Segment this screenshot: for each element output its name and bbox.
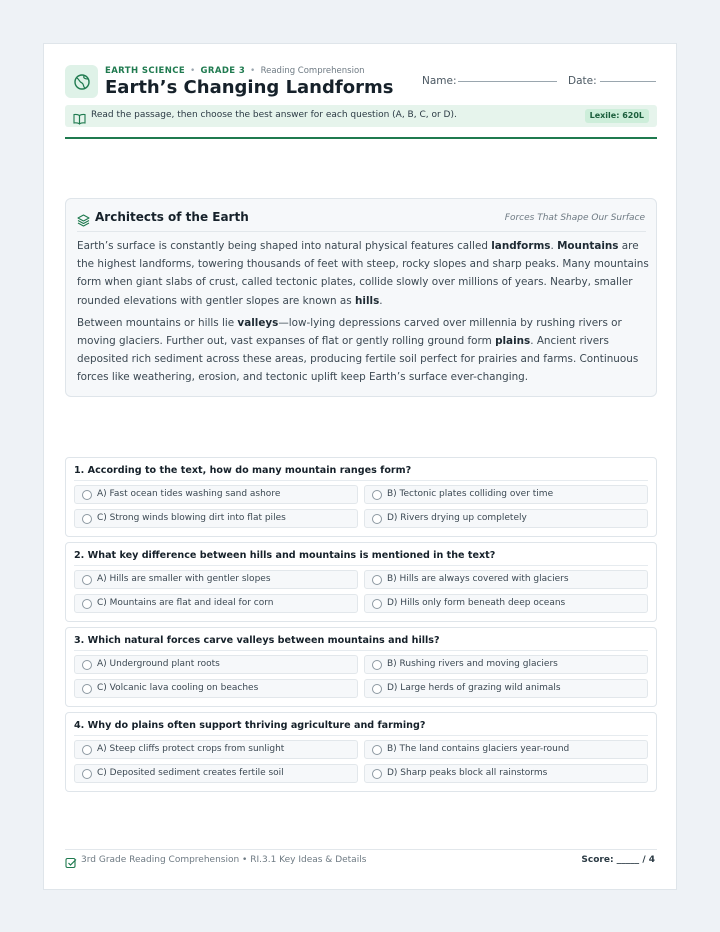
option-label: A) Underground plant roots — [97, 659, 220, 669]
lexile-badge: Lexile: 620L — [585, 109, 649, 123]
radio-button[interactable] — [82, 660, 92, 670]
option-label: A) Steep cliffs protect crops from sunlight — [97, 744, 285, 754]
option-label: D) Large herds of grazing wild animals — [387, 683, 561, 693]
option-label: C) Deposited sediment creates fertile soil — [97, 768, 284, 778]
question-stem: 1. According to the text, how do many mountain ranges form? — [74, 465, 412, 476]
question-card-4 — [65, 712, 657, 792]
globe-icon — [65, 65, 98, 98]
option-label: D) Rivers drying up completely — [387, 513, 527, 523]
radio-button[interactable] — [372, 769, 382, 779]
answer-option-2d[interactable] — [364, 594, 648, 613]
date-field[interactable] — [600, 81, 656, 82]
option-label: C) Strong winds blowing dirt into flat piles — [97, 513, 286, 523]
instructions-text: Read the passage, then choose the best answer for each question (A, B, C, or D). — [91, 110, 457, 120]
passage-text: Between mountains or hills lie — [77, 316, 238, 329]
keyword: plains — [495, 335, 531, 348]
passage-title: Architects of the Earth — [95, 210, 249, 224]
passage-text: . — [379, 294, 383, 307]
question-divider — [74, 735, 648, 736]
worksheet-title: Earth’s Changing Landforms — [105, 77, 394, 98]
question-divider — [74, 650, 648, 651]
radio-button[interactable] — [82, 514, 92, 524]
answer-option-4d[interactable] — [364, 764, 648, 783]
answer-option-3a[interactable] — [74, 655, 358, 674]
layers-icon — [77, 212, 90, 231]
keyword: Mountains — [557, 240, 619, 252]
radio-button[interactable] — [372, 745, 382, 755]
question-divider — [74, 565, 648, 566]
radio-button[interactable] — [82, 575, 92, 585]
subject-line: EARTH SCIENCE • GRADE 3 • Reading Comprehension — [105, 66, 365, 76]
question-card-2 — [65, 542, 657, 622]
radio-button[interactable] — [82, 745, 92, 755]
option-label: D) Hills only form beneath deep oceans — [387, 598, 566, 608]
passage-text: are the highest landforms, towering thousands of feet with steep, rocky slopes and sharp peaks. Many mountains form when giant slabs of crust, called tectonic plates, collide slowly over millions of years. Nearby, smaller rounded elevations with gentler slopes are known as — [77, 240, 649, 307]
answer-option-2c[interactable] — [74, 594, 358, 613]
passage-text: . Ancient rivers deposited rich sediment across these areas, producing fertile soil perfect for prairies and farms. Continuous forces like weathering, erosion, and tectonic uplift keep Earth’s surface ever-changing. — [77, 335, 639, 384]
worksheet-page — [43, 43, 677, 890]
question-card-3 — [65, 627, 657, 707]
passage-subtitle: Forces That Shape Our Surface — [504, 213, 645, 223]
passage-body — [77, 237, 649, 391]
reading-passage — [65, 198, 657, 397]
keyword: hills — [355, 294, 380, 307]
radio-button[interactable] — [372, 514, 382, 524]
option-label: D) Sharp peaks block all rainstorms — [387, 768, 548, 778]
answer-option-3d[interactable] — [364, 679, 648, 698]
answer-option-4c[interactable] — [74, 764, 358, 783]
radio-button[interactable] — [372, 684, 382, 694]
subject-label: EARTH SCIENCE — [105, 66, 186, 76]
keyword: valleys — [237, 316, 279, 329]
answer-option-1b[interactable] — [364, 485, 648, 504]
answer-option-1a[interactable] — [74, 485, 358, 504]
answer-option-1d[interactable] — [364, 509, 648, 528]
category-label: Reading Comprehension — [260, 66, 365, 76]
option-label: B) Hills are always covered with glaciers — [387, 574, 569, 584]
name-field[interactable] — [458, 81, 557, 82]
radio-button[interactable] — [372, 575, 382, 585]
passage-text: . — [550, 240, 558, 252]
option-label: A) Hills are smaller with gentler slopes — [97, 574, 271, 584]
keyword: landforms — [491, 240, 551, 252]
radio-button[interactable] — [82, 599, 92, 609]
open-book-icon — [73, 110, 86, 129]
answer-option-3c[interactable] — [74, 679, 358, 698]
answer-option-3b[interactable] — [364, 655, 648, 674]
question-stem: 2. What key difference between hills and mountains is mentioned in the text? — [74, 550, 496, 561]
question-stem: 3. Which natural forces carve valleys between mountains and hills? — [74, 635, 440, 646]
answer-option-4a[interactable] — [74, 740, 358, 759]
answer-option-2b[interactable] — [364, 570, 648, 589]
radio-button[interactable] — [82, 684, 92, 694]
option-label: B) Tectonic plates colliding over time — [387, 489, 554, 499]
option-label: A) Fast ocean tides washing sand ashore — [97, 489, 281, 499]
answer-option-2a[interactable] — [74, 570, 358, 589]
radio-button[interactable] — [82, 490, 92, 500]
radio-button[interactable] — [372, 599, 382, 609]
grade-label: GRADE 3 — [200, 66, 246, 76]
passage-divider — [77, 231, 646, 232]
option-label: C) Volcanic lava cooling on beaches — [97, 683, 259, 693]
instructions-banner — [65, 105, 657, 127]
question-card-1 — [65, 457, 657, 537]
answer-option-1c[interactable] — [74, 509, 358, 528]
answer-option-4b[interactable] — [364, 740, 648, 759]
name-label: Name: — [422, 75, 457, 87]
passage-text: —low-lying depressions carved over millennia by rushing rivers or moving glaciers. Further out, vast expanses of flat or gently rolling ground form — [77, 316, 622, 348]
passage-text: Earth’s surface is constantly being shaped into natural physical features called — [77, 240, 492, 252]
question-divider — [74, 480, 648, 481]
radio-button[interactable] — [372, 660, 382, 670]
option-label: B) The land contains glaciers year-round — [387, 744, 570, 754]
option-label: B) Rushing rivers and moving glaciers — [387, 659, 558, 669]
footer-text: 3rd Grade Reading Comprehension • RI.3.1 Key Ideas & Details — [81, 855, 367, 865]
option-label: C) Mountains are flat and ideal for corn — [97, 598, 274, 608]
radio-button[interactable] — [82, 769, 92, 779]
score-field: Score: _____ / 4 — [581, 855, 655, 865]
checkbox-icon — [65, 854, 77, 873]
passage-paragraph-2 — [77, 314, 649, 387]
date-label: Date: — [568, 75, 597, 87]
question-stem: 4. Why do plains often support thriving agriculture and farming? — [74, 720, 426, 731]
radio-button[interactable] — [372, 490, 382, 500]
passage-paragraph-1 — [77, 237, 649, 310]
footer-divider — [65, 849, 657, 850]
header-divider — [65, 137, 657, 139]
